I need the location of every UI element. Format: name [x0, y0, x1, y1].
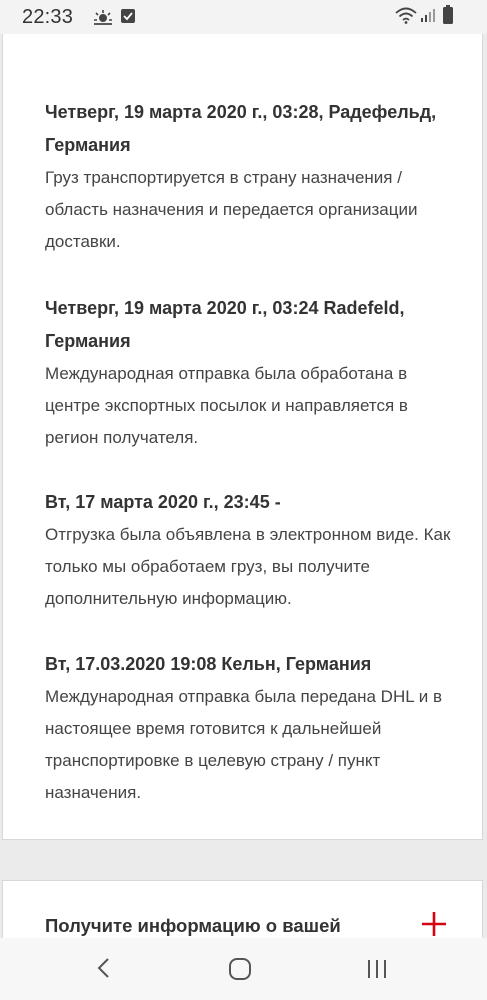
event-heading: Вт, 17.03.2020 19:08 Кельн, Германия: [45, 654, 372, 674]
signal-icon: [420, 7, 436, 28]
tracking-event: [45, 292, 455, 454]
back-icon[interactable]: [94, 956, 114, 985]
wifi-icon: [395, 6, 417, 29]
status-time: 22:33: [22, 6, 74, 28]
event-heading: Вт, 17 марта 2020 г., 23:45 -: [45, 492, 281, 512]
check-icon: [121, 9, 135, 28]
tracking-event: [45, 648, 455, 809]
status-bar: [0, 0, 487, 34]
tracking-event: [45, 486, 455, 615]
navigation-bar: [0, 938, 487, 1000]
info-accordion-title[interactable]: Получите информацию о вашей: [45, 915, 341, 936]
event-description: Международная отправка была обработана в центре экспортных посылок и направляется в регион получателя.: [45, 364, 408, 447]
event-description: Международная отправка была передана DHL и в настоящее время готовится к дальнейшей транспортировке в целевую страну / пункт назначения.: [45, 687, 443, 802]
event-heading: Четверг, 19 марта 2020 г., 03:28, Радефельд, Германия: [45, 102, 437, 155]
recent-apps-icon[interactable]: [366, 958, 388, 985]
tracking-event: [45, 96, 455, 258]
event-description: Груз транспортируется в страну назначения / область назначения и передается организации доставки.: [45, 168, 418, 251]
event-heading: Четверг, 19 марта 2020 г., 03:24 Radefeld, Германия: [45, 298, 405, 351]
tracking-events-card: [2, 34, 483, 840]
plus-icon[interactable]: [421, 911, 447, 937]
event-description: Отгрузка была объявлена в электронном виде. Как только мы обработаем груз, вы получите дополнительную информацию.: [45, 525, 451, 608]
battery-icon: [442, 5, 454, 30]
home-icon[interactable]: [228, 957, 252, 986]
weather-icon: [92, 8, 114, 31]
